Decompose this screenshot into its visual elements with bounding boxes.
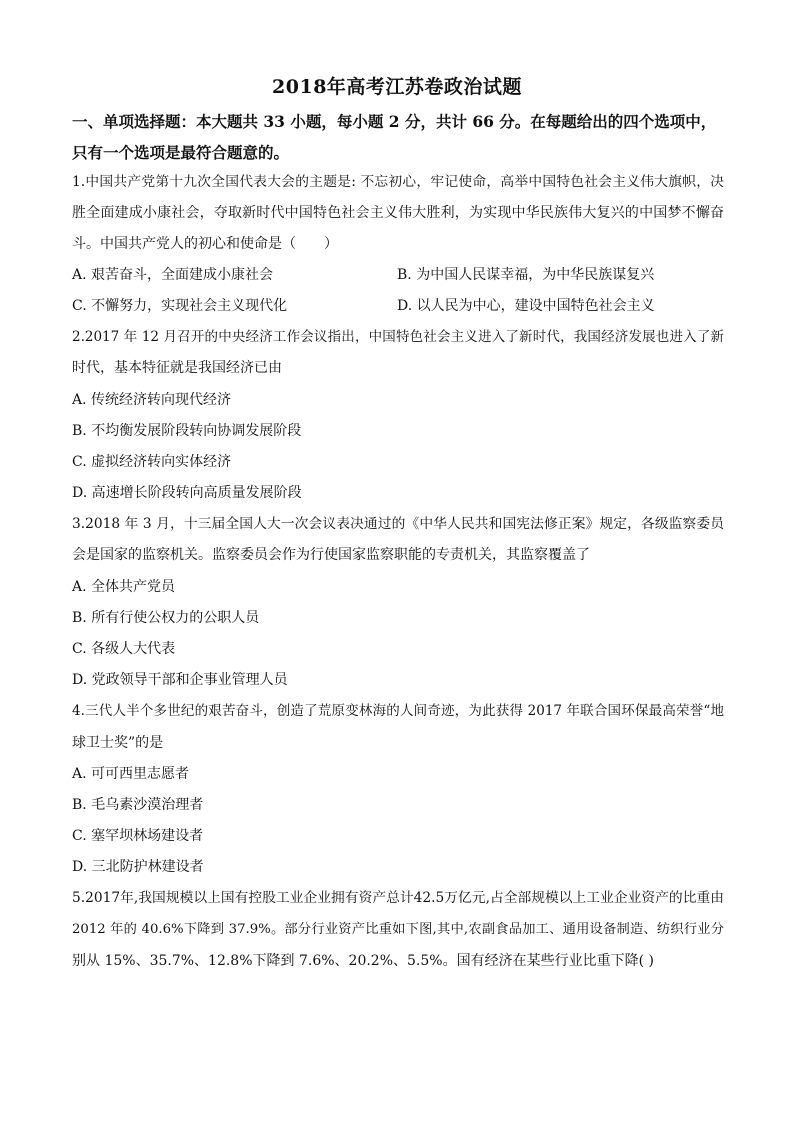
question-1-option-c: C. 不懈努力，实现社会主义现代化 [72,298,288,314]
question-1-option-b: B. 为中国人民谋幸福，为中华民族谋复兴 [397,267,655,283]
section-heading-line-2: 只有一个选项是最符合题意的。 [72,143,290,162]
question-3-option-b: B. 所有行使公权力的公职人员 [72,610,260,626]
question-3-option-c: C. 各级人大代表 [72,641,176,657]
question-3-option-d: D. 党政领导干部和企事业管理人员 [72,672,288,688]
question-5-stem-line-2: 2012 年的 40.6%下降到 37.9%。部分行业资产比重如下图,其中,农副食品加工、通用设备制造、纺织行业分 [72,922,724,937]
question-2-option-b: B. 不均衡发展阶段转向协调发展阶段 [72,423,302,439]
question-4-option-d: D. 三北防护林建设者 [72,859,204,875]
question-2-stem-line-2: 时代，基本特征就是我国经济已由 [72,360,282,376]
question-4-stem-line-1: 4.三代人半个多世纪的艰苦奋斗，创造了荒原变林海的人间奇迹，为此获得 2017 年联合国环保最高荣誉“地 [72,703,724,719]
question-4-stem-line-2: 球卫士奖”的是 [72,735,164,751]
question-1-stem-line-3: 斗。中国共产党人的初心和使命是（ ） [72,236,338,252]
question-4-option-b: B. 毛乌素沙漠治理者 [72,797,204,813]
question-1-stem-line-2: 胜全面建成小康社会，夺取新时代中国特色社会主义伟大胜利，为实现中华民族伟大复兴的中国梦不懈奋 [72,205,724,221]
question-2-option-c: C. 虚拟经济转向实体经济 [72,454,232,470]
question-5-stem-line-1: 5.2017年,我国规模以上国有控股工业企业拥有资产总计42.5万亿元,占全部规模以上工业企业资产的比重由 [72,890,724,906]
section-heading [72,106,732,168]
question-4-option-c: C. 塞罕坝林场建设者 [72,828,204,844]
question-2-option-d: D. 高速增长阶段转向高质量发展阶段 [72,485,302,501]
question-1-option-d: D. 以人民为中心，建设中国特色社会主义 [397,298,655,314]
question-1-stem-line-1: 1.中国共产党第十九次全国代表大会的主题是: 不忘初心，牢记使命，高举中国特色社会主义伟大旗帜，决 [72,174,724,190]
page-title: 2018年高考江苏卷政治试题 [272,76,522,98]
question-5-stem-line-3: 别从 15%、35.7%、12.8%下降到 7.6%、20.2%、5.5%。国有经济在某些行业比重下降( ) [72,953,654,969]
question-2-stem-line-1: 2.2017 年 12 月召开的中央经济工作会议指出，中国特色社会主义进入了新时代，我国经济发展也进入了新 [72,329,724,345]
question-3-stem-line-1: 3.2018 年 3 月，十三届全国人大一次会议表决通过的《中华人民共和国宪法修正案》规定，各级监察委员 [72,516,724,532]
question-3-stem-line-2: 会是国家的监察机关。监察委员会作为行使国家监察职能的专责机关，其监察覆盖了 [72,547,590,563]
question-4-option-a: A. 可可西里志愿者 [72,766,190,782]
question-3-option-a: A. 全体共产党员 [72,579,176,595]
section-heading-line-1: 一、单项选择题：本大题共 33 小题，每小题 2 分，共计 66 分。在每题给出的四个选项中， [72,112,717,131]
question-1-option-a: A. 艰苦奋斗，全面建成小康社会 [72,267,274,283]
question-2-option-a: A. 传统经济转向现代经济 [72,392,232,408]
